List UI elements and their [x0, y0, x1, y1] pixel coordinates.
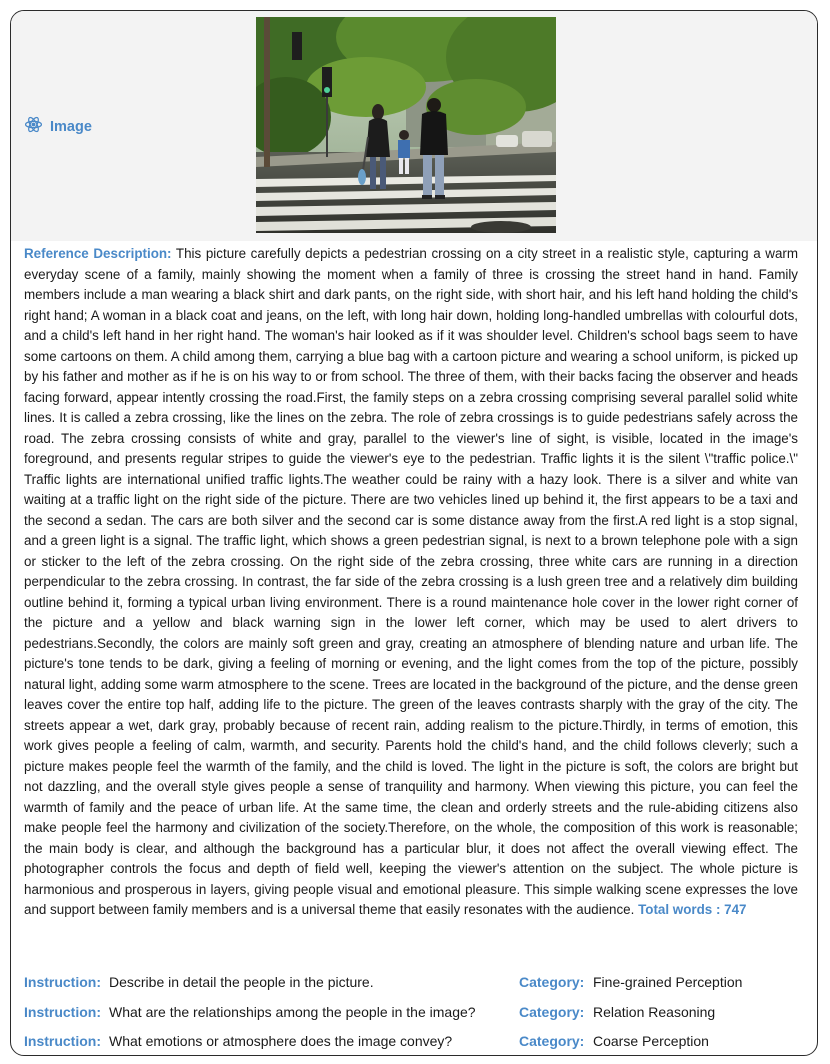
reference-description-label: Reference Description: [24, 246, 172, 261]
instruction-label: Instruction: [24, 1033, 101, 1049]
sample-card [10, 10, 818, 1056]
street-photo-drawing [256, 17, 556, 233]
reference-description-text: This picture carefully depicts a pedestrian crossing on a city street in a realistic style, capturing a warm everyday scene of a family, mainly showing the moment when a family of three is crossing the street hand in hand. Family members include a man wearing a black shirt and dark pants, on the right side, with short hair, and his left hand holding the child's right hand; A woman in a black coat and jeans, on the left, with long hair down, holding long-handled umbrellas with colourful dots, and a child's left hand in her right hand. The woman's hair looked as if it was shoulder level. Children's school bags seem to have some cartoons on them. A child among them, carrying a blue bag with a cartoon picture and wearing a school uniform, is picked up by his father and mother as if he is on his way to or from school. The three of them, with their backs facing the observer and heads facing forward, appear intently crossing the road.First, the family steps on a zebra crossing comprising several parallel solid white lines. It is called a zebra crossing, like the lines on the zebra. The role of zebra crossings is to guide pedestrians safely across the road. The zebra crossing consists of white and gray, parallel to the viewer's line of sight, is visible, located in the image's foreground, and presents regular stripes to guide the viewer's eye to the pedestrian. Traffic lights it is the silent \"traffic police.\" Traffic lights are international unified traffic lights.The weather could be rainy with a hazy look. There is a silver and white van waiting at a traffic light on the right side of the picture. There are two vehicles lined up behind it, the first appears to be a taxi and the second a sedan. The cars are both silver and the second car is some distance away from the first.A red light is a stop signal, and a green light is a signal. The traffic light, which shows a green pedestrian signal, is next to a brown telephone pole with a sign or sticker to the left of the zebra crossing. On the right side of the zebra crossing, three white cars are running in a direction perpendicular to the zebra crossing. In contrast, the far side of the zebra crossing is a lush green tree and a relatively dim building outline behind it, forming a typical urban living environment. There is a round maintenance hole cover in the lower right corner of the picture and a yellow and black warning sign in the lower left corner, which may be used to alert drivers to pedestrians.Secondly, the colors are mainly soft green and gray, creating an atmosphere of blending nature and urban life. The picture's tone tends to be dark, giving a feeling of morning or evening, and the light comes from the top of the picture, possibly natural light, adding some warm atmosphere to the scene. Trees are located in the background of the picture, and the dense green leaves cover the entire top half, adding life to the picture. The green of the leaves contrasts sharply with the gray of the city. The streets appear a wet, dark gray, probably because of recent rain, adding realism to the picture.Thirdly, in terms of emotion, this work gives people a feeling of calm, warmth, and security. Parents hold the child's hand, and the child follows cleverly; such a picture makes people feel the warmth of the family, and the child is loved. The light in the picture is soft, the colors are bright but not dazzling, and the overall style gives people a sense of tranquility and harmony. When viewing this picture, you can feel the warmth of family and the peace of urban life. At the same time, the clean and orderly streets and the rule-abiding citizens also make people feel the harmony and civilization of the society.Therefore, on the whole, the composition of this work is reasonable; the main body is clear, and although the background has a particular blur, it does not affect the overall viewing effect. The photographer controls the focus and depth of field well, keeping the viewer's attention on the subject. The whole picture is harmonious and prosperous in layers, giving people visual and emotional pleasure. This simple walking scene expresses the love and support between family members and is a universal theme that easily resonates with the audience. [24, 246, 799, 917]
category-label: Category: [519, 974, 585, 990]
instruction-text: Describe in detail the people in the picture. [109, 974, 374, 990]
instruction-label: Instruction: [24, 1004, 101, 1020]
reference-description [24, 244, 798, 921]
image-label-text: Image [50, 118, 92, 135]
category-value: Relation Reasoning [593, 1004, 716, 1020]
category-value: Coarse Perception [593, 1033, 709, 1049]
street-photo [256, 17, 556, 233]
image-section [11, 11, 817, 241]
category-label: Category: [519, 1004, 585, 1020]
category-value: Fine-grained Perception [593, 974, 743, 990]
instruction-row [24, 1031, 804, 1051]
atom-icon [24, 115, 43, 138]
total-words: Total words : 747 [638, 902, 747, 917]
image-label [24, 115, 92, 138]
instruction-row [24, 972, 804, 992]
instruction-label: Instruction: [24, 974, 101, 990]
instruction-text: What are the relationships among the people in the image? [109, 1004, 476, 1020]
instruction-row [24, 1002, 804, 1022]
category-label: Category: [519, 1033, 585, 1049]
instruction-text: What emotions or atmosphere does the image convey? [109, 1033, 453, 1049]
